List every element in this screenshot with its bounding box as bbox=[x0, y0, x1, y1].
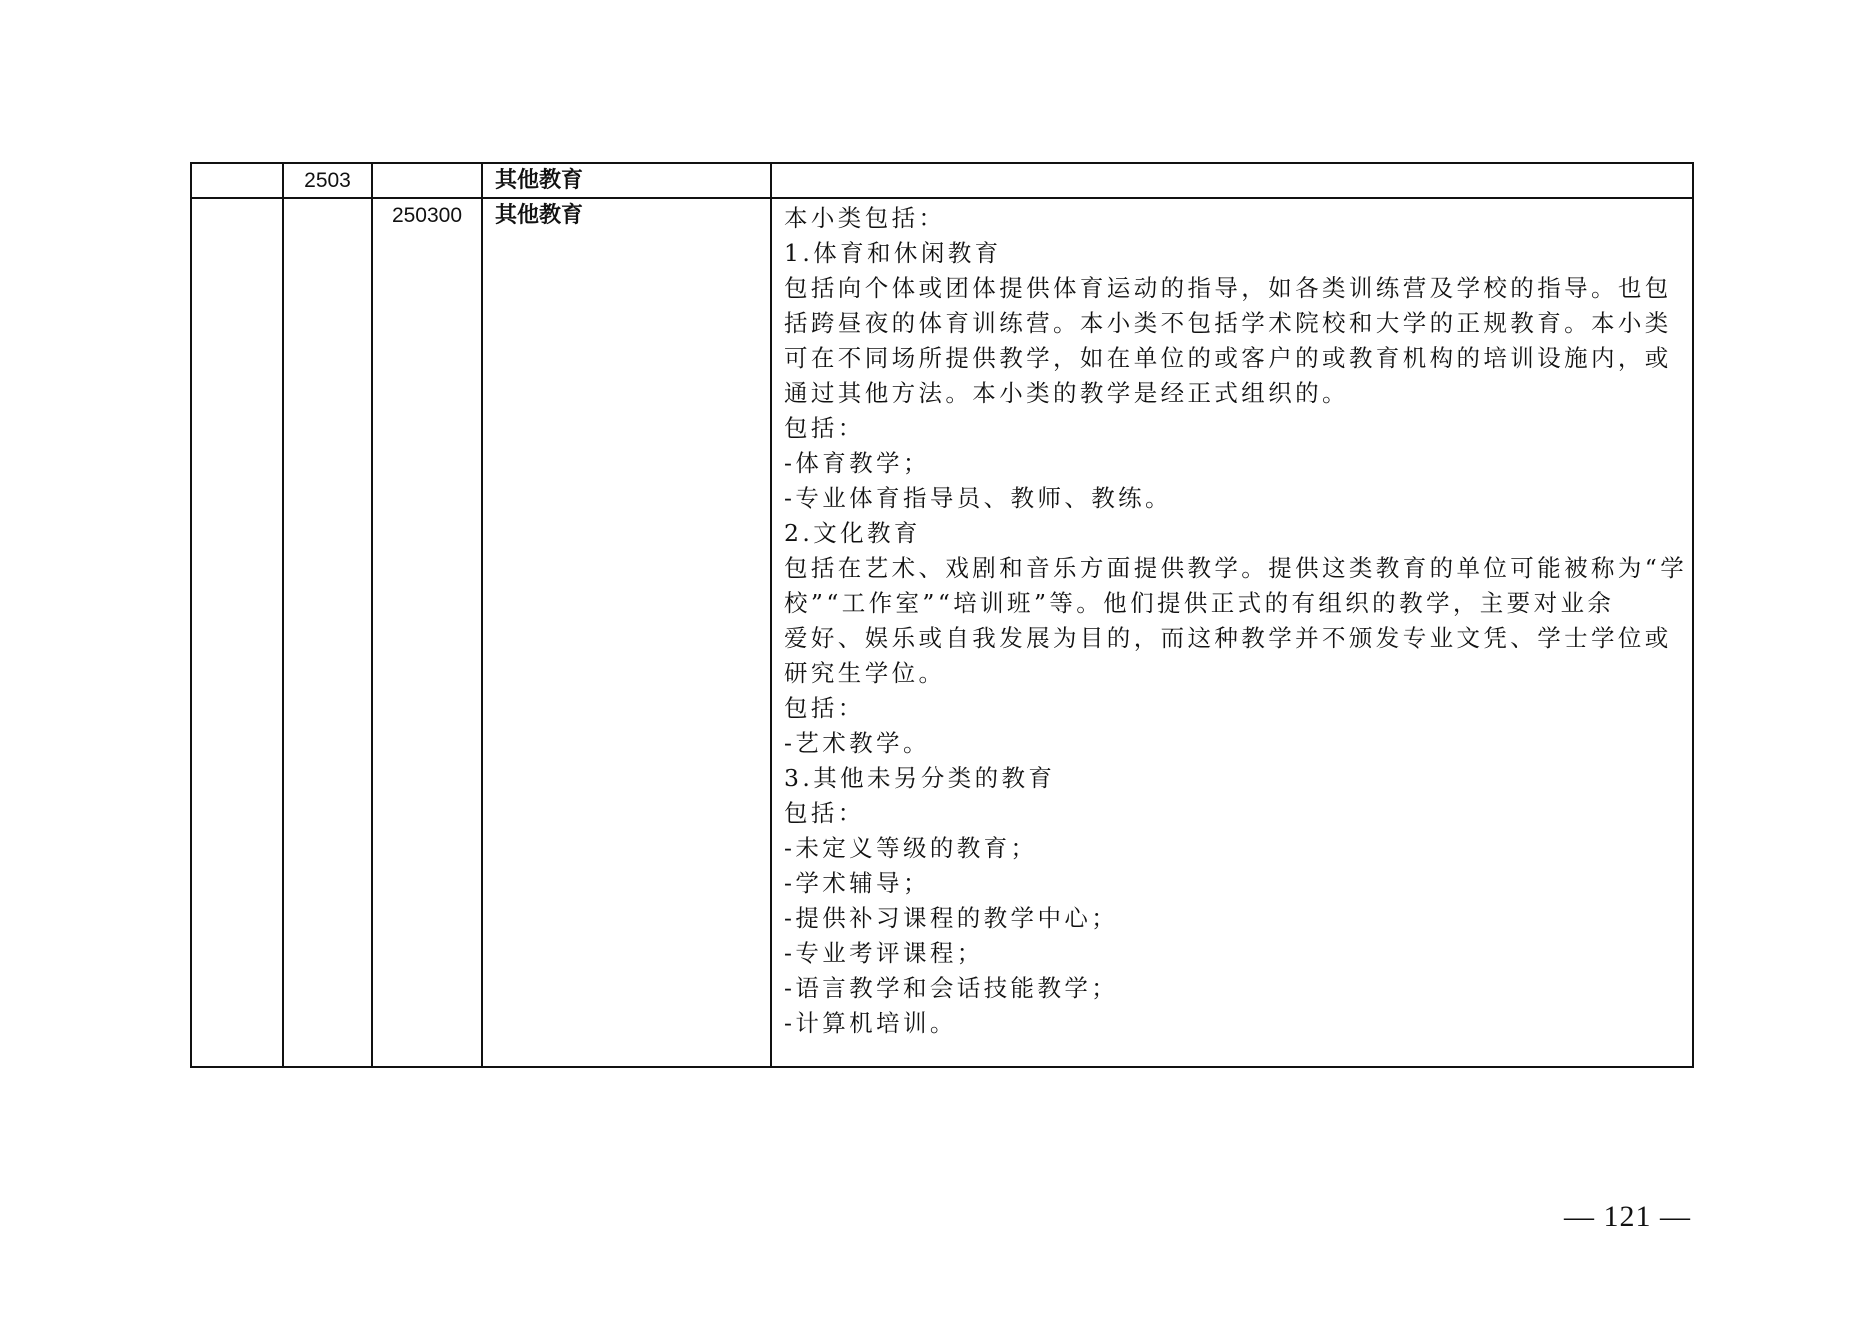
description-line: 研究生学位。 bbox=[784, 659, 946, 687]
class-name: 其他教育 bbox=[495, 168, 584, 193]
class-code: 2503 bbox=[304, 169, 351, 192]
cell-class-name bbox=[482, 163, 771, 198]
description-line: 1.体育和休闲教育 bbox=[784, 239, 1002, 267]
description-line: -未定义等级的教育； bbox=[784, 834, 1038, 862]
table-row-subclass-250300 bbox=[191, 198, 1693, 1067]
description-line: -学术辅导； bbox=[784, 869, 930, 897]
description-line: 2.文化教育 bbox=[784, 519, 921, 547]
description-line: -计算机培训。 bbox=[784, 1009, 957, 1037]
subclass-description bbox=[772, 199, 1692, 1041]
description-line: 包括： bbox=[784, 414, 865, 442]
cell-subclass-name bbox=[482, 198, 771, 1067]
description-line: 包括： bbox=[784, 694, 865, 722]
subclass-code: 250300 bbox=[391, 204, 463, 227]
subclass-name: 其他教育 bbox=[495, 203, 584, 228]
description-line: -专业体育指导员、教师、教练。 bbox=[784, 484, 1172, 512]
description-line: 可在不同场所提供教学，如在单位的或客户的或教育机构的培训设施内，或 bbox=[784, 344, 1672, 372]
description-line: 包括： bbox=[784, 799, 865, 827]
cell-section bbox=[191, 163, 283, 198]
description-line: -艺术教学。 bbox=[784, 729, 930, 757]
description-line: -语言教学和会话技能教学； bbox=[784, 974, 1119, 1002]
description-line: -提供补习课程的教学中心； bbox=[784, 904, 1119, 932]
description-line: 本小类包括： bbox=[784, 204, 946, 232]
description-line: 包括向个体或团体提供体育运动的指导，如各类训练营及学校的指导。也包 bbox=[784, 274, 1672, 302]
description-line: 通过其他方法。本小类的教学是经正式组织的。 bbox=[784, 379, 1349, 407]
cell-class-code bbox=[283, 198, 372, 1067]
cell-class-code bbox=[283, 163, 372, 198]
cell-subclass-description bbox=[771, 198, 1693, 1067]
description-line: 爱好、娱乐或自我发展为目的，而这种教学并不颁发专业文凭、学士学位或 bbox=[784, 624, 1672, 652]
cell-section bbox=[191, 198, 283, 1067]
cell-class-description bbox=[771, 163, 1693, 198]
table-row-class-2503 bbox=[191, 163, 1693, 198]
cell-subclass-code bbox=[372, 163, 482, 198]
description-line: 包括在艺术、戏剧和音乐方面提供教学。提供这类教育的单位可能被称为“学 bbox=[784, 554, 1688, 582]
classification-table bbox=[190, 162, 1694, 1068]
cell-subclass-code bbox=[372, 198, 482, 1067]
description-line: -专业考评课程； bbox=[784, 939, 984, 967]
description-line: -体育教学； bbox=[784, 449, 930, 477]
description-line: 3.其他未另分类的教育 bbox=[784, 764, 1056, 792]
description-line: 校”“工作室”“培训班”等。他们提供正式的有组织的教学，主要对业余 bbox=[784, 589, 1615, 617]
description-line: 括跨昼夜的体育训练营。本小类不包括学术院校和大学的正规教育。本小类 bbox=[784, 309, 1672, 337]
page-number: — 121 — bbox=[1564, 1200, 1691, 1233]
